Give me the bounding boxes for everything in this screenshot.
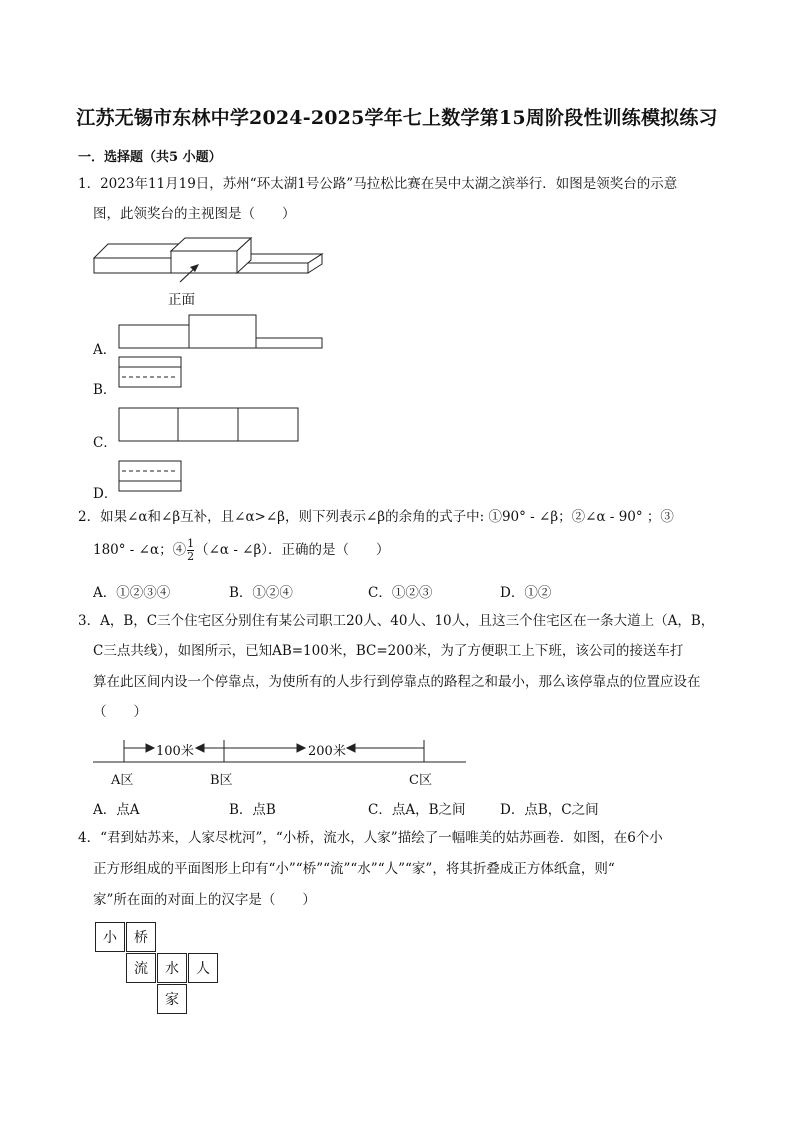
- q3-text-line1: 3．A，B，C三个住宅区分别住有某公司职工20人、40人、10人，且这三个住宅区在一条大道上（A，B，: [78, 613, 715, 629]
- section-heading: 一．选择题（共5 小题）: [78, 150, 222, 165]
- fraction-numerator: 1: [187, 537, 195, 550]
- front-label: 正面: [168, 292, 195, 308]
- net-cell-ren: 人: [188, 953, 218, 983]
- q3-option-d[interactable]: D．点B，C之间: [500, 802, 599, 818]
- segment-bc-label: 200米: [308, 744, 346, 759]
- q2-option-d[interactable]: D．①②: [500, 585, 552, 601]
- net-cell-qiao: 桥: [126, 922, 156, 952]
- q2-text-line1: 2．如果∠α和∠β互补，且∠α>∠β，则下列表示∠β的余角的式子中: ①90° - ∠β；②∠α - 90° ；③: [78, 509, 674, 525]
- label-b-district: B区: [210, 773, 233, 788]
- q1-text-line1: 1．2023年11月19日，苏州“环太湖1号公路”马拉松比赛在吴中太湖之滨举行．如图是领奖台的示意: [78, 176, 678, 192]
- net-cell-shui: 水: [157, 953, 187, 983]
- segment-ab-label: 100米: [156, 744, 194, 759]
- q2-text-line2-end: （∠α - ∠β）．正确的是（ ）: [195, 542, 390, 558]
- q1-option-a[interactable]: A．: [93, 342, 117, 358]
- page-title: 江苏无锡市东林中学2024-2025学年七上数学第15周阶段性训练模拟练习: [76, 107, 718, 129]
- q2-option-c[interactable]: C．①②③: [368, 585, 433, 601]
- fraction-denominator: 2: [187, 550, 195, 563]
- q4-text-line3: 家”所在面的对面上的汉字是（ ）: [93, 892, 316, 908]
- net-cell-xiao: 小: [95, 922, 125, 952]
- q3-option-c[interactable]: C．点A，B之间: [368, 802, 466, 818]
- q1-option-c[interactable]: C．: [93, 435, 117, 451]
- q4-text-line2: 正方形组成的平面图形上印有“小”“桥”“流”“水”“人”“家”，将其折叠成正方体纸盒，则“: [93, 861, 615, 877]
- q1-text-line2: 图，此领奖台的主视图是（ ）: [93, 206, 296, 222]
- q3-option-b[interactable]: B．点B: [229, 802, 276, 818]
- q3-text-line2: C三点共线），如图所示，已知AB=100米，BC=200米，为了方便职工上下班，该公司的接送车打: [93, 643, 684, 659]
- label-c-district: C区: [409, 773, 432, 788]
- q1-option-d[interactable]: D．: [93, 486, 118, 502]
- q1-option-b[interactable]: B．: [93, 382, 117, 398]
- q2-text-line2-start: 180° - ∠α；④: [93, 542, 187, 558]
- q4-text-line1: 4．“君到姑苏来，人家尽枕河”，“小桥，流水，人家”描绘了一幅唯美的姑苏画卷．如图，在6个小: [78, 830, 663, 846]
- net-cell-jia: 家: [157, 984, 187, 1014]
- q2-option-b[interactable]: B．①②④: [229, 585, 293, 601]
- net-cell-liu: 流: [126, 953, 156, 983]
- label-a-district: A区: [111, 773, 134, 788]
- q3-option-a[interactable]: A．点A: [93, 802, 140, 818]
- q3-text-line3: 算在此区间内设一个停靠点，为使所有的人步行到停靠点的路程之和最小，那么该停靠点的位置应设在: [93, 674, 701, 690]
- q2-option-a[interactable]: A．①②③④: [93, 585, 171, 601]
- q3-text-line4: （ ）: [93, 704, 147, 720]
